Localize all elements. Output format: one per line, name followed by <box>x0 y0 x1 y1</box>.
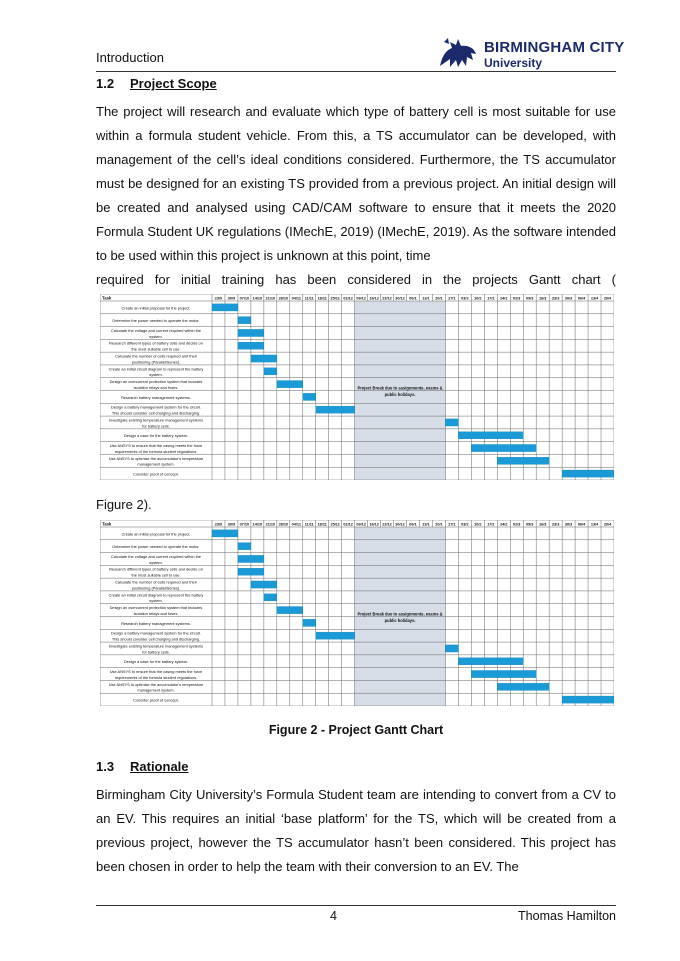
task-label: Create an initial circuit diagram to represent the battery <box>108 366 204 372</box>
week-label: 02/12 <box>343 296 353 301</box>
week-label: 21/10 <box>265 522 276 527</box>
week-label: 09/12 <box>356 522 366 527</box>
task-bar <box>277 607 303 614</box>
task-label: Research battery management systems. <box>121 394 191 400</box>
break-label-cont: public holidays. <box>384 618 416 623</box>
task-bar <box>238 568 264 575</box>
task-label-cont: positioning (Parallel/Series). <box>131 359 181 365</box>
week-label: 21/10 <box>265 296 276 301</box>
task-label: Create an initial proposal for the project. <box>121 305 191 311</box>
task-label: Design a case for the battery system. <box>123 433 189 439</box>
lion-crest-icon <box>436 36 480 72</box>
week-label: 18/11 <box>317 522 327 527</box>
task-label: Calculate the voltage and current required within the <box>111 327 201 333</box>
task-label: Concider proof of concept. <box>133 471 179 477</box>
task-bar <box>303 393 316 400</box>
task-label: Use ANSYS to optimise the accumulator’s temperature <box>108 455 204 461</box>
task-bar <box>445 645 458 652</box>
task-label-cont: isolation relays and fuses. <box>133 610 179 616</box>
task-label-cont: This should consider cell charging and discharging. <box>111 636 201 642</box>
task-bar <box>238 329 264 336</box>
week-label: 23/3 <box>551 296 560 301</box>
university-logo <box>436 36 625 72</box>
task-label: Research battery management systems. <box>121 620 191 626</box>
break-label-cont: public holidays. <box>384 392 416 397</box>
task-bar <box>445 419 458 426</box>
week-label: 25/11 <box>330 522 340 527</box>
week-label: 16/12 <box>369 296 379 301</box>
week-label: 23/12 <box>382 296 392 301</box>
week-label: 20/1 <box>435 296 443 301</box>
week-label: 18/11 <box>317 296 327 301</box>
week-label: 23/9 <box>214 296 223 301</box>
task-bar <box>238 317 251 324</box>
week-label: 27/1 <box>448 296 456 301</box>
section-heading-rationale <box>96 759 189 774</box>
task-label-cont: isolation relays and fuses. <box>133 384 179 390</box>
week-label: 09/3 <box>526 296 534 301</box>
week-label: 23/9 <box>214 522 223 527</box>
task-bar <box>458 658 523 665</box>
task-bar <box>251 581 277 588</box>
task-label-cont: system. <box>149 559 163 565</box>
week-label: 02/3 <box>513 522 521 527</box>
section-title: Project Scope <box>130 76 217 91</box>
paragraph-body: The project will research and evaluate which type of battery cell is most suitable for use within a formula student vehicle. From this, a TS accumulator can be developed, with management of the cell’s ideal conditions considered. Furthermore, the TS accumulator must be designed for an existing TS provided from a previous project. An initial design will be created and analysed using CAD/CAM software to ensure that it meets the 2020 Formula Student UK regulations (IMechE, 2019) (IMechE, 2019). As the software intended to be used within this project is unknown at this point, time <box>96 104 616 263</box>
task-bar <box>562 696 614 703</box>
task-label-cont: for battery cells. <box>142 649 170 655</box>
week-label: 02/12 <box>343 522 353 527</box>
week-label: 06/4 <box>577 522 586 527</box>
week-label: 13/1 <box>422 522 430 527</box>
week-label: 10/2 <box>474 296 482 301</box>
task-label-cont: the most suitable cell to use. <box>131 346 181 352</box>
week-label: 06/1 <box>409 296 417 301</box>
task-column-header: Task <box>102 521 112 527</box>
header-rule <box>96 71 616 72</box>
week-label: 16/3 <box>538 522 547 527</box>
task-bar <box>562 470 614 477</box>
task-column-header: Task <box>102 295 112 301</box>
week-label: 30/12 <box>395 522 405 527</box>
week-label: 24/2 <box>500 522 508 527</box>
week-label: 24/2 <box>500 296 508 301</box>
section-title: Rationale <box>130 759 189 774</box>
task-bar <box>238 342 264 349</box>
week-label: 09/12 <box>356 296 366 301</box>
task-label: Design a battery management system for the circuit. <box>111 630 201 636</box>
week-label: 17/2 <box>487 522 495 527</box>
week-label: 07/10 <box>239 522 250 527</box>
section-number: 1.3 <box>96 759 115 774</box>
task-label: Design an overcurrent protection system that includes <box>109 605 203 611</box>
task-bar <box>458 432 523 439</box>
week-label: 30/3 <box>564 522 573 527</box>
figure-reference: Figure 2). <box>96 497 152 512</box>
break-label: Project Break due to assignments, exams & <box>357 611 443 617</box>
task-label: Research different types of battery cells and decide on <box>109 566 203 572</box>
project-scope-paragraph <box>96 100 616 292</box>
week-label: 28/10 <box>278 296 289 301</box>
task-label: Create an initial proposal for the project. <box>121 531 191 537</box>
rationale-paragraph: Birmingham City University’s Formula Student team are intending to convert from a CV to an EV. This requires an initial ‘base platform’ for the TS, which will be created from a previous project, however the TS accumulator hasn’t been considered. This project has been chosen in order to help the team with their conversion to an EV. The <box>96 787 616 874</box>
gantt-chart-figure-2 <box>100 520 614 706</box>
task-bar <box>303 619 316 626</box>
week-label: 04/11 <box>291 522 301 527</box>
section-heading-project-scope <box>96 76 217 91</box>
task-label: Design a battery management system for the circuit. <box>111 404 201 410</box>
task-bar <box>264 368 277 375</box>
task-label-cont: management system. <box>137 687 175 693</box>
task-label-cont: for battery cells. <box>142 423 170 429</box>
task-bar <box>238 555 264 562</box>
week-label: 30/12 <box>395 296 405 301</box>
task-bar <box>316 632 355 639</box>
task-bar <box>238 543 251 550</box>
task-label-cont: system. <box>149 372 163 378</box>
week-label: 03/2 <box>461 296 469 301</box>
week-label: 07/10 <box>239 296 250 301</box>
week-label: 13/4 <box>590 522 599 527</box>
figure-caption: Figure 2 - Project Gantt Chart <box>268 723 444 737</box>
week-label: 25/11 <box>330 296 340 301</box>
week-label: 04/11 <box>291 296 301 301</box>
task-label: Use ANSYS to ensure that the casing meets the force <box>109 669 203 675</box>
task-bar <box>212 530 238 537</box>
week-label: 17/2 <box>487 296 495 301</box>
week-label: 27/1 <box>448 522 456 527</box>
task-label: Use ANSYS to optimise the accumulator’s temperature <box>108 681 204 687</box>
task-label: Determine the power needed to operate the motor. <box>112 318 200 324</box>
task-label: Calculate the voltage and current required within the <box>111 553 201 559</box>
week-label: 13/1 <box>422 296 430 301</box>
task-bar <box>316 406 355 413</box>
week-label: 06/1 <box>409 522 417 527</box>
week-label: 14/10 <box>252 522 263 527</box>
task-label: Create an initial circuit diagram to represent the battery <box>108 592 204 598</box>
task-label: Investigate existing temperature management systems <box>108 643 204 649</box>
week-label: 11/11 <box>304 296 314 301</box>
logo-subname: University <box>484 56 543 70</box>
week-label: 03/2 <box>461 522 469 527</box>
week-label: 11/11 <box>304 522 314 527</box>
task-bar <box>471 670 536 677</box>
running-header: Introduction <box>96 50 164 65</box>
week-label: 30/9 <box>227 522 236 527</box>
page-number: 4 <box>330 909 337 923</box>
week-label: 10/2 <box>474 522 482 527</box>
week-label: 20/4 <box>603 296 612 301</box>
author-name: Thomas Hamilton <box>518 909 616 923</box>
gantt-chart-top <box>100 294 614 480</box>
week-label: 09/3 <box>526 522 534 527</box>
week-label: 16/3 <box>538 296 547 301</box>
week-label: 20/4 <box>603 522 612 527</box>
week-label: 06/4 <box>577 296 586 301</box>
week-label: 23/12 <box>382 522 392 527</box>
week-label: 30/3 <box>564 296 573 301</box>
logo-name: BIRMINGHAM CITY <box>484 39 625 56</box>
week-label: 20/1 <box>435 522 443 527</box>
task-label-cont: system. <box>149 598 163 604</box>
paragraph-last-line: required for initial training has been considered in the projects Gantt chart ( <box>96 272 616 287</box>
task-bar <box>497 683 549 690</box>
task-label: Calculate the number of cells required and their <box>115 353 197 359</box>
task-label: Design an overcurrent protection system that includes <box>109 379 203 385</box>
task-bar <box>471 444 536 451</box>
task-label-cont: requirements of the formula student regulations. <box>114 448 198 454</box>
section-number: 1.2 <box>96 76 115 91</box>
task-label: Research different types of battery cells and decide on <box>109 340 203 346</box>
task-label: Calculate the number of cells required and their <box>115 579 197 585</box>
task-bar <box>497 457 549 464</box>
task-bar <box>264 594 277 601</box>
task-label: Determine the power needed to operate the motor. <box>112 544 200 550</box>
task-label-cont: positioning (Parallel/Series). <box>131 585 181 591</box>
task-label: Concider proof of concept. <box>133 697 179 703</box>
task-label-cont: the most suitable cell to use. <box>131 572 181 578</box>
task-label: Use ANSYS to ensure that the casing meets the force <box>109 443 203 449</box>
week-label: 23/3 <box>551 522 560 527</box>
week-label: 02/3 <box>513 296 521 301</box>
week-label: 30/9 <box>227 296 236 301</box>
task-bar <box>212 304 238 311</box>
footer-rule <box>96 905 616 906</box>
task-label-cont: requirements of the formula student regulations. <box>114 674 198 680</box>
task-bar <box>277 381 303 388</box>
week-label: 13/4 <box>590 296 599 301</box>
task-label: Investigate existing temperature management systems <box>108 417 204 423</box>
task-label: Design a case for the battery system. <box>123 659 189 665</box>
task-label-cont: This should consider cell charging and discharging. <box>111 410 201 416</box>
task-bar <box>251 355 277 362</box>
week-label: 14/10 <box>252 296 263 301</box>
week-label: 16/12 <box>369 522 379 527</box>
task-label-cont: management system. <box>137 461 175 467</box>
task-label-cont: system. <box>149 333 163 339</box>
break-label: Project Break due to assignments, exams & <box>357 385 443 391</box>
week-label: 28/10 <box>278 522 289 527</box>
